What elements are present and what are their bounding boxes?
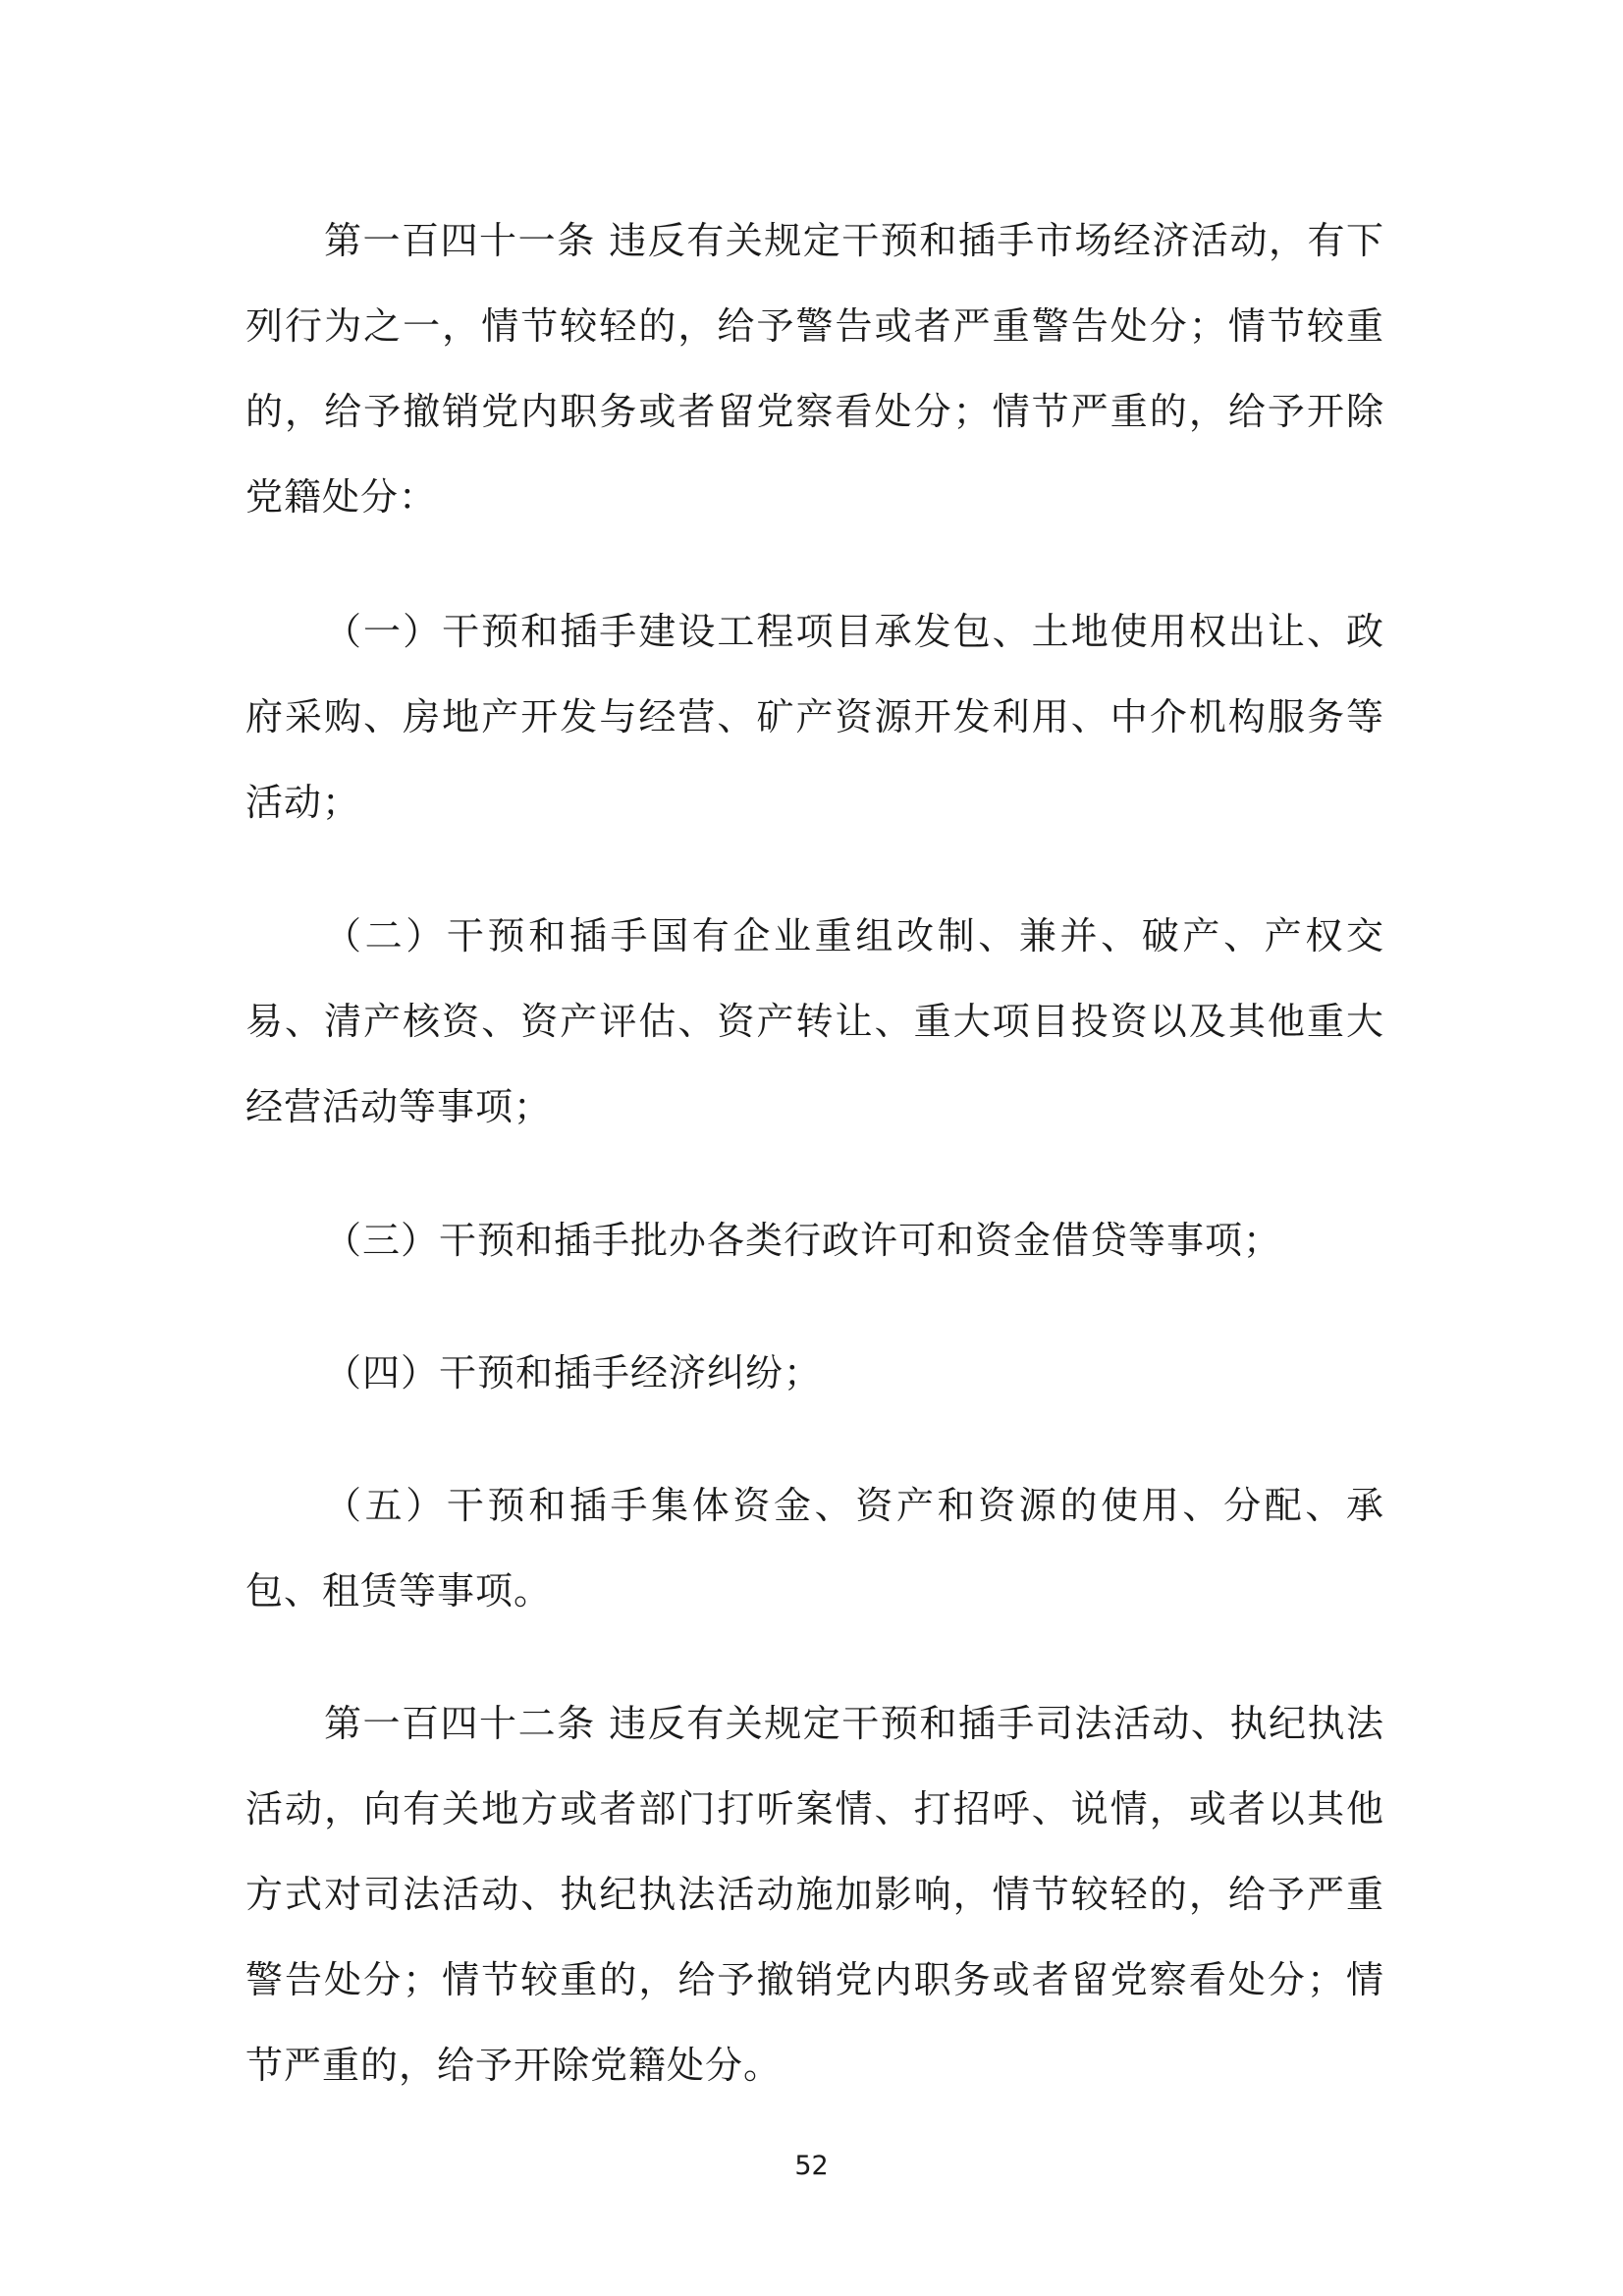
article-141-intro: 第一百四十一条 违反有关规定干预和插手市场经济活动，有下列行为之一，情节较轻的，给予警告或者严重警告处分；情节较重的，给予撤销党内职务或者留党察看处分；情节严重的，给予开除党籍处分：	[245, 219, 1384, 519]
article-141-item-5: （五）干预和插手集体资金、资产和资源的使用、分配、承包、租赁等事项。	[245, 1484, 1384, 1613]
article-141-item-3: （三）干预和插手批办各类行政许可和资金借贷等事项；	[324, 1219, 1282, 1262]
article-141-item-2: （二）干预和插手国有企业重组改制、兼并、破产、产权交易、清产核资、资产评估、资产转让、重大项目投资以及其他重大经营活动等事项；	[245, 914, 1384, 1128]
page-number: 52	[794, 2151, 829, 2181]
article-142-text: 第一百四十二条 违反有关规定干预和插手司法活动、执纪执法活动，向有关地方或者部门打听案情、打招呼、说情，或者以其他方式对司法活动、执纪执法活动施加影响，情节较轻的，给予严重警告处分；情节较重的，给予撤销党内职务或者留党察看处分；情节严重的，给予开除党籍处分。	[245, 1702, 1384, 2087]
article-141-item-4: （四）干预和插手经济纠纷；	[324, 1351, 823, 1394]
article-141-item-1: （一）干预和插手建设工程项目承发包、土地使用权出让、政府采购、房地产开发与经营、矿产资源开发利用、中介机构服务等活动；	[245, 610, 1384, 824]
